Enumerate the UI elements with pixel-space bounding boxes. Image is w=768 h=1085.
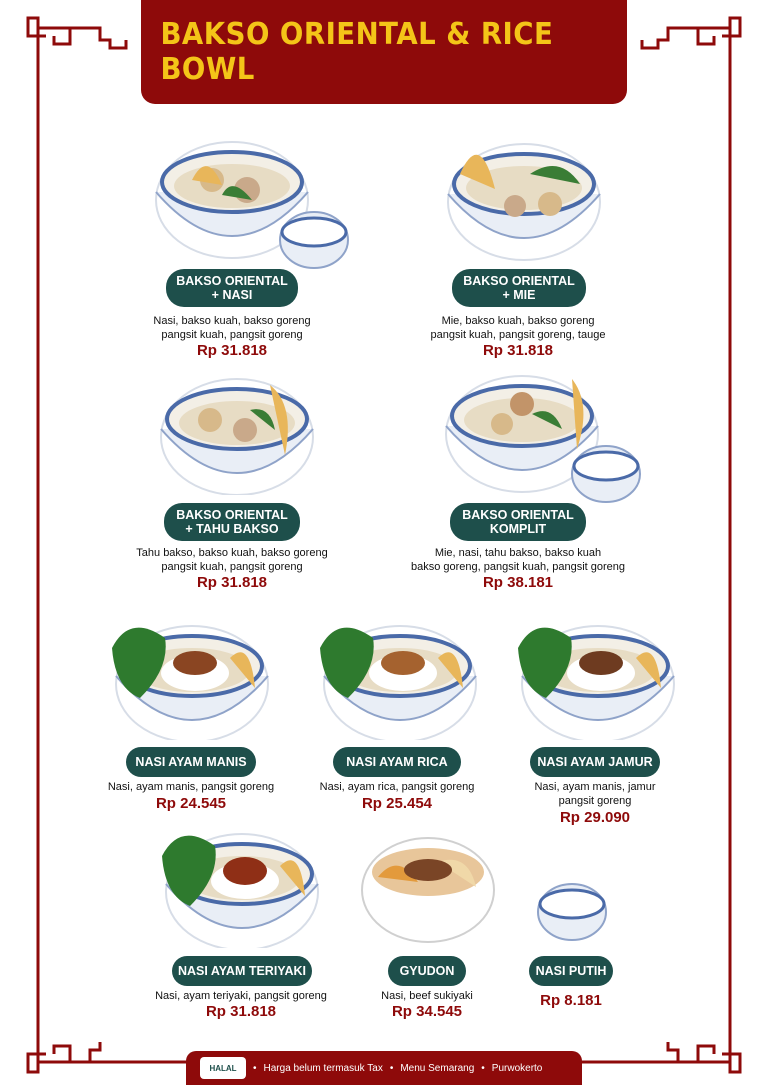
menu-item-price: Rp 38.181 bbox=[482, 574, 554, 591]
menu-item-price: Rp 31.818 bbox=[196, 342, 268, 359]
bullet-separator: • bbox=[389, 1062, 394, 1074]
menu-item-price: Rp 34.545 bbox=[391, 1003, 463, 1020]
menu-item-description: Nasi, ayam rica, pangsit goreng bbox=[319, 781, 475, 793]
menu-item-name: NASI PUTIH bbox=[529, 956, 613, 986]
menu-item-price: Rp 29.090 bbox=[559, 809, 631, 826]
dish-photo-bakso-mie bbox=[440, 134, 610, 264]
menu-item-name: BAKSO ORIENTAL KOMPLIT bbox=[450, 503, 586, 541]
footer-note: Menu Semarang bbox=[400, 1062, 475, 1074]
menu-item-name: BAKSO ORIENTAL + MIE bbox=[452, 269, 586, 307]
menu-item-description: Nasi, bakso kuah, bakso goreng pangsit kuah, pangsit goreng bbox=[153, 315, 311, 341]
menu-item-description: Nasi, ayam teriyaki, pangsit goreng bbox=[155, 990, 327, 1002]
halal-badge: HALAL bbox=[200, 1057, 246, 1079]
dish-photo-nasi-ayam-rica bbox=[318, 618, 480, 740]
menu-item-price: Rp 8.181 bbox=[540, 992, 602, 1009]
menu-item-description: Tahu bakso, bakso kuah, bakso goreng pangsit kuah, pangsit goreng bbox=[136, 547, 328, 573]
menu-item-name: NASI AYAM RICA bbox=[333, 747, 461, 777]
footer-note: Purwokerto bbox=[491, 1062, 543, 1074]
dish-photo-nasi-ayam-jamur bbox=[516, 618, 678, 740]
menu-item-name: NASI AYAM MANIS bbox=[126, 747, 256, 777]
menu-item-description: Mie, bakso kuah, bakso goreng pangsit kuah, pangsit goreng, tauge bbox=[430, 315, 606, 341]
bullet-separator: • bbox=[481, 1062, 485, 1074]
menu-item-price: Rp 24.545 bbox=[155, 795, 227, 812]
menu-item-description: Nasi, ayam manis, jamur pangsit goreng bbox=[534, 781, 656, 807]
dish-photo-gyudon bbox=[358, 832, 498, 946]
dish-photo-bakso-komplit bbox=[442, 374, 642, 504]
menu-item-price: Rp 31.818 bbox=[205, 1003, 277, 1020]
menu-item-name: NASI AYAM JAMUR bbox=[530, 747, 660, 777]
dish-photo-nasi-putih bbox=[536, 880, 610, 944]
menu-item-description: Mie, nasi, tahu bakso, bakso kuah bakso goreng, pangsit kuah, pangsit goreng bbox=[410, 547, 626, 573]
footer-note: Harga belum termasuk Tax bbox=[263, 1062, 383, 1074]
menu-item-name: NASI AYAM TERIYAKI bbox=[172, 956, 312, 986]
menu-item-price: Rp 31.818 bbox=[196, 574, 268, 591]
dish-photo-bakso-nasi bbox=[152, 140, 352, 270]
dish-photo-bakso-tahu bbox=[155, 375, 325, 495]
menu-item-name: BAKSO ORIENTAL + TAHU BAKSO bbox=[164, 503, 300, 541]
menu-item-description: Nasi, ayam manis, pangsit goreng bbox=[107, 781, 275, 793]
header-banner bbox=[141, 0, 627, 104]
menu-item-name: BAKSO ORIENTAL + NASI bbox=[166, 269, 298, 307]
menu-item-price: Rp 31.818 bbox=[482, 342, 554, 359]
page-title: BAKSO ORIENTAL & RICE BOWL bbox=[160, 17, 554, 87]
menu-item-price: Rp 25.454 bbox=[361, 795, 433, 812]
dish-photo-nasi-ayam-teriyaki bbox=[160, 826, 322, 948]
bullet-separator: • bbox=[253, 1062, 257, 1074]
menu-item-name: GYUDON bbox=[388, 956, 466, 986]
dish-photo-nasi-ayam-manis bbox=[110, 618, 272, 740]
menu-item-description: Nasi, beef sukiyaki bbox=[381, 990, 473, 1002]
footer-bar bbox=[186, 1051, 582, 1085]
